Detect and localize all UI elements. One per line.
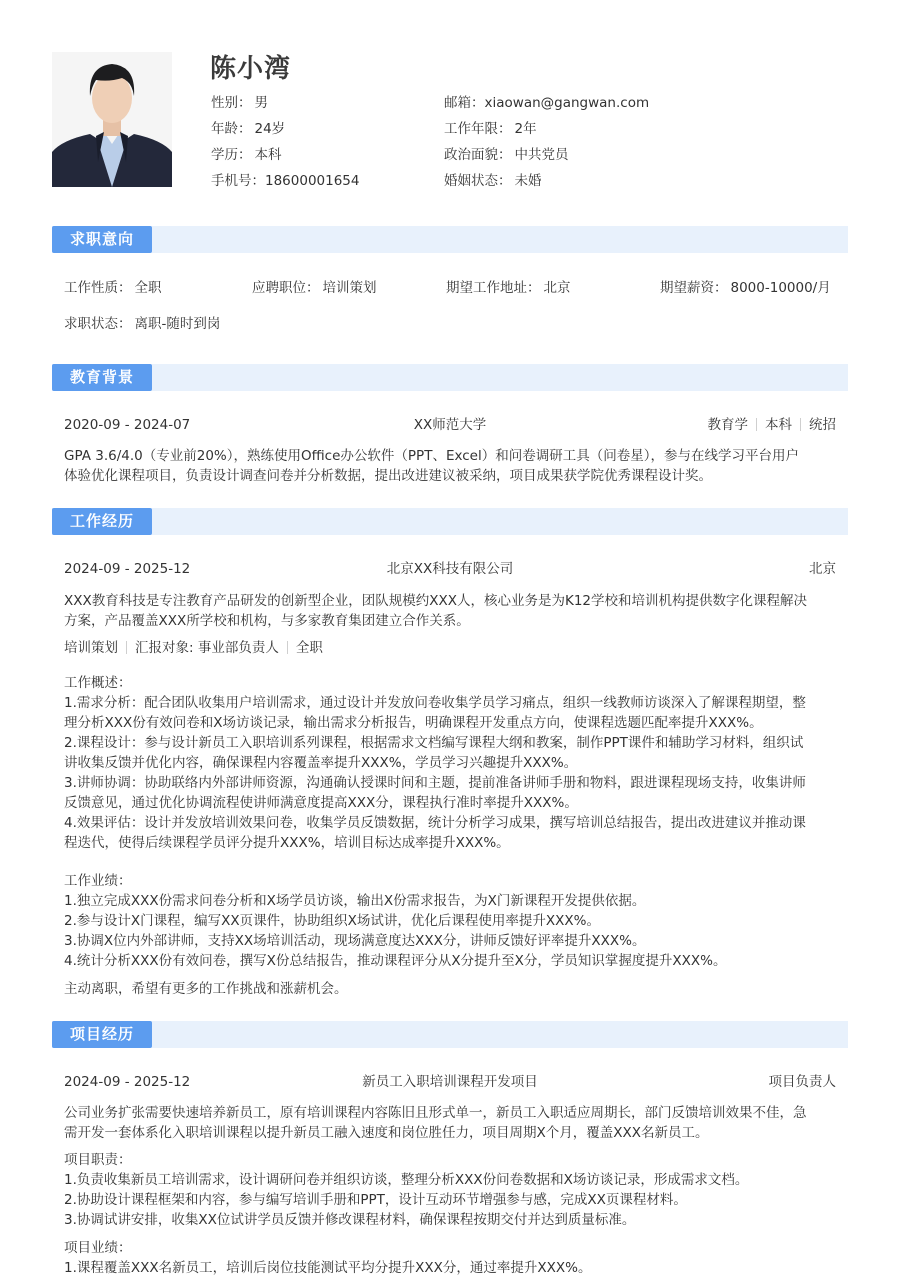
divider <box>126 641 127 654</box>
info-phone <box>211 171 359 191</box>
text-line: 1.需求分析：配合团队收集用户培训需求，通过设计并发放问卷收集学员学习痛点，组织一线教师访谈深入了解课程期望，整 <box>64 695 806 711</box>
intent-label: 应聘职位： <box>252 280 320 296</box>
info-value: 18600001654 <box>265 173 360 189</box>
intent-status <box>64 314 220 334</box>
project-name: 新员工入职培训课程开发项目 <box>362 1074 538 1090</box>
intent-label: 期望薪资： <box>660 280 728 296</box>
work-entry-header <box>64 559 836 579</box>
education-entry-header <box>64 415 836 435</box>
info-value: 24岁 <box>254 121 286 137</box>
candidate-name: 陈小湾 <box>210 54 292 84</box>
project-results <box>64 1238 838 1275</box>
text-line: 1.负责收集新员工培训需求，设计调研问卷并组织访谈，整理分析XXX份问卷数据和X场访谈记录，形成需求文档。 <box>64 1172 749 1188</box>
text-line: 反馈意见，通过优化协调流程使讲师满意度提高XXX分，课程执行准时率提升XXX%。 <box>64 795 578 811</box>
text-line: XXX教育科技是专注教育产品研发的创新型企业，团队规模约XXX人，核心业务是为K12学校和培训机构提供数字化课程解决 <box>64 593 808 609</box>
intent-value: 北京 <box>543 280 571 296</box>
section-header-work <box>52 508 848 535</box>
section-title: 工作经历 <box>52 508 152 535</box>
education-school: XX师范大学 <box>413 417 487 433</box>
info-value: 2年 <box>514 121 537 137</box>
email-link[interactable]: xiaowan@gangwan.com <box>484 95 650 111</box>
info-value: 本科 <box>254 147 282 163</box>
intent-salary <box>660 278 831 298</box>
text-line: 公司业务扩张需要快速培养新员工，原有培训课程内容陈旧且形式单一，新员工入职适应周期长，部门反馈培训效果不佳，急 <box>64 1105 807 1121</box>
work-role: 培训策划 <box>64 640 118 656</box>
intent-value: 培训策划 <box>322 280 377 296</box>
text-line: 需开发一套体系化入职培训课程以提升新员工融入速度和岗位胜任力，项目周期X个月，覆盖XXX名新员工。 <box>64 1125 709 1141</box>
work-type: 全职 <box>295 640 323 656</box>
text-line: 方案，产品覆盖XXX所学校和机构，与多家教育集团建立合作关系。 <box>64 613 470 629</box>
intent-label: 工作性质： <box>64 280 132 296</box>
intent-label: 求职状态： <box>64 316 132 332</box>
project-period: 2024-09 - 2025-12 <box>64 1074 191 1090</box>
text-line: 4.统计分析XXX份有效问卷，撰写X份总结报告，推动课程评分从X分提升至X分，学员知识掌握度提升XXX%。 <box>64 953 727 969</box>
info-gender <box>211 93 268 113</box>
text-line: 2.课程设计：参与设计新员工入职培训系列课程，根据需求文档编写课程大纲和教案，制作PPT课件和辅助学习材料，组织试 <box>64 735 804 751</box>
info-value: 中共党员 <box>514 147 569 163</box>
intent-job-type <box>64 278 162 298</box>
work-tags <box>64 638 838 658</box>
info-political-status <box>444 145 569 165</box>
education-period: 2020-09 - 2024-07 <box>64 417 191 433</box>
text-line: 程迭代，使得后续课程学员评分提升XXX%，培训目标达成率提升XXX%。 <box>64 835 510 851</box>
project-duties <box>64 1150 838 1230</box>
intent-position <box>252 278 377 298</box>
info-age <box>211 119 285 139</box>
info-work-years <box>444 119 537 139</box>
subheading: 工作业绩： <box>64 873 132 889</box>
info-label: 政治面貌： <box>444 147 512 163</box>
intent-value: 全职 <box>134 280 162 296</box>
text-line: 讲收集反馈并优化内容，确保课程内容覆盖率提升XXX%，学员学习兴趣提升XXX%。 <box>64 755 578 771</box>
text-line: 2.参与设计X门课程，编写XX页课件，协助组织X场试讲，优化后课程使用率提升XXX%。 <box>64 913 600 929</box>
intent-label: 期望工作地址： <box>446 280 541 296</box>
section-header-intent <box>52 226 848 253</box>
education-major: 教育学 <box>707 417 748 433</box>
text-line: 4.效果评估：设计并发放培训效果问卷，收集学员反馈数据，统计分析学习成果，撰写培训总结报告，提出改进建议并推动课 <box>64 815 806 831</box>
section-title: 项目经历 <box>52 1021 152 1048</box>
info-label: 邮箱： <box>444 95 485 111</box>
work-city: 北京 <box>809 561 836 577</box>
info-label: 手机号： <box>211 173 265 189</box>
text-line: 1.课程覆盖XXX名新员工，培训后岗位技能测试平均分提升XXX分，通过率提升XXX%。 <box>64 1260 592 1275</box>
info-value: 男 <box>254 95 268 111</box>
company-description <box>64 591 838 631</box>
work-period: 2024-09 - 2025-12 <box>64 561 191 577</box>
work-achievements <box>64 871 838 971</box>
project-entry-header <box>64 1072 836 1092</box>
intent-value: 8000-10000/月 <box>730 280 831 296</box>
project-role: 项目负责人 <box>768 1074 836 1090</box>
text-line: 3.讲师协调：协助联络内外部讲师资源，沟通确认授课时间和主题，提前准备讲师手册和物料，跟进课程现场支持，收集讲师 <box>64 775 806 791</box>
text-line: 理分析XXX份有效问卷和X场访谈记录，输出需求分析报告，明确课程开发重点方向，使课程选题匹配率提升XXX%。 <box>64 715 763 731</box>
subheading: 项目职责： <box>64 1152 132 1168</box>
work-overview <box>64 673 838 853</box>
text-line: 3.协调X位内外部讲师，支持XX场培训活动，现场满意度达XXX分，讲师反馈好评率提升XXX%。 <box>64 933 646 949</box>
work-company: 北京XX科技有限公司 <box>386 561 514 577</box>
info-label: 年龄： <box>211 121 252 137</box>
intent-location <box>446 278 571 298</box>
education-description <box>64 446 838 486</box>
info-email <box>444 93 649 113</box>
info-label: 学历： <box>211 147 252 163</box>
info-label: 工作年限： <box>444 121 512 137</box>
education-enrollment-type: 统招 <box>809 417 836 433</box>
divider <box>287 641 288 654</box>
info-marital-status <box>444 171 542 191</box>
divider <box>756 418 757 431</box>
info-education <box>211 145 282 165</box>
education-degree: 本科 <box>765 417 792 433</box>
subheading: 工作概述： <box>64 675 132 691</box>
text-line: 3.协调试讲安排，收集XX位试讲学员反馈并修改课程材料，确保课程按期交付并达到质量标准。 <box>64 1212 636 1228</box>
subheading: 项目业绩： <box>64 1240 132 1256</box>
project-description <box>64 1103 838 1143</box>
info-value: 未婚 <box>514 173 542 189</box>
text-line: 体验优化课程项目，负责设计调查问卷并分析数据，提出改进建议被采纳，项目成果获学院优秀课程设计奖。 <box>64 468 712 484</box>
section-header-education <box>52 364 848 391</box>
text-line: 2.协助设计课程框架和内容，参与编写培训手册和PPT，设计互动环节增强参与感，完成XX页课程材料。 <box>64 1192 687 1208</box>
intent-value: 离职-随时到岗 <box>134 316 221 332</box>
leave-reason <box>64 979 838 999</box>
profile-photo <box>52 52 172 187</box>
text-line: 主动离职，希望有更多的工作挑战和涨薪机会。 <box>64 981 348 997</box>
divider <box>800 418 801 431</box>
section-title: 教育背景 <box>52 364 152 391</box>
section-header-project <box>52 1021 848 1048</box>
education-tags <box>708 415 837 435</box>
info-label: 婚姻状态： <box>444 173 512 189</box>
info-label: 性别： <box>211 95 252 111</box>
section-title: 求职意向 <box>52 226 152 253</box>
text-line: GPA 3.6/4.0（专业前20%），熟练使用Office办公软件（PPT、Excel）和问卷调研工具（问卷星），参与在线学习平台用户 <box>64 448 799 464</box>
text-line: 1.独立完成XXX份需求问卷分析和X场学员访谈，输出X份需求报告，为X门新课程开发提供依据。 <box>64 893 646 909</box>
work-report-to: 汇报对象: 事业部负责人 <box>135 640 279 656</box>
